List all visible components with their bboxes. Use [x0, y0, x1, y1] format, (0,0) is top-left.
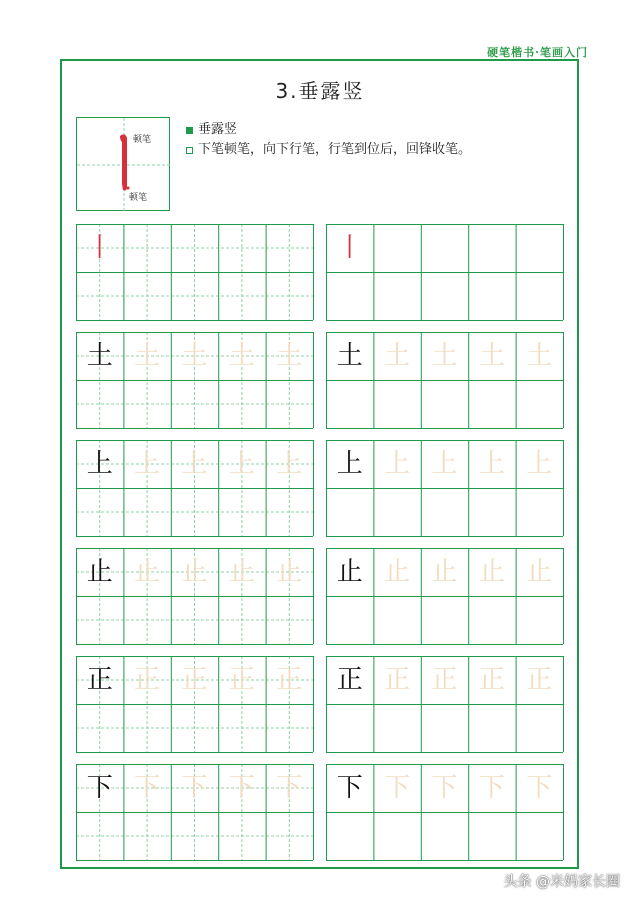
trace-character: 上: [276, 449, 303, 479]
practice-grid-block: [76, 764, 313, 860]
model-character-cell: [326, 224, 373, 272]
model-character: 丨: [336, 233, 363, 263]
model-character-cell: [326, 332, 373, 380]
model-character: 上: [86, 449, 113, 479]
model-character-cell: [76, 224, 123, 272]
trace-character-cell: [468, 440, 515, 488]
practice-grid-block: [76, 656, 313, 752]
trace-character-cell: [266, 656, 313, 704]
practice-grid-block: [326, 224, 563, 320]
trace-character: 上: [181, 449, 208, 479]
model-character-cell: [326, 656, 373, 704]
lesson-title: 3.垂露竖: [275, 79, 365, 103]
model-character: 下: [336, 773, 363, 803]
stroke-demo-guides: [77, 118, 171, 212]
trace-character: 土: [384, 341, 411, 371]
trace-character-cell: [123, 656, 170, 704]
model-character: 止: [86, 557, 113, 587]
trace-character-cell: [123, 332, 170, 380]
trace-character-cell: [123, 440, 170, 488]
stroke-demo-box: [76, 117, 170, 211]
trace-character-cell: [123, 764, 170, 812]
stroke-name: 垂露竖: [198, 122, 238, 137]
annotation-bottom: 顿笔: [129, 193, 148, 203]
filled-square-icon: [186, 127, 193, 134]
trace-character: 上: [431, 449, 458, 479]
trace-character-cell: [516, 440, 563, 488]
practice-grid-block: [326, 656, 563, 752]
empty-square-icon: [186, 147, 193, 154]
trace-character-cell: [421, 764, 468, 812]
trace-character: 止: [384, 557, 411, 587]
model-character: 正: [336, 665, 363, 695]
trace-character: 正: [276, 665, 303, 695]
trace-character-cell: [516, 656, 563, 704]
trace-character: 下: [134, 773, 161, 803]
trace-character: 正: [181, 665, 208, 695]
trace-character: 土: [134, 341, 161, 371]
practice-grid-block: [76, 224, 313, 320]
trace-character: 上: [384, 449, 411, 479]
model-character: 土: [336, 341, 363, 371]
trace-character: 下: [478, 773, 505, 803]
stroke-instruction: 下笔顿笔，向下行笔，行笔到位后，回锋收笔。: [198, 142, 472, 157]
trace-character-cell: [373, 548, 420, 596]
model-character-cell: [76, 764, 123, 812]
trace-character-cell: [468, 548, 515, 596]
model-character: 丨: [86, 233, 113, 263]
trace-character-cell: [266, 440, 313, 488]
trace-character-cell: [373, 440, 420, 488]
practice-grid-block: [326, 764, 563, 860]
trace-character-cell: [373, 332, 420, 380]
trace-character: 下: [228, 773, 255, 803]
trace-character: 止: [478, 557, 505, 587]
trace-character-cell: [171, 656, 218, 704]
trace-character-cell: [218, 332, 265, 380]
trace-character: 正: [384, 665, 411, 695]
trace-character: 止: [526, 557, 553, 587]
trace-character: 正: [526, 665, 553, 695]
trace-character: 土: [276, 341, 303, 371]
trace-character-cell: [468, 332, 515, 380]
model-character-cell: [76, 548, 123, 596]
trace-character: 上: [228, 449, 255, 479]
trace-character: 下: [384, 773, 411, 803]
trace-character: 止: [228, 557, 255, 587]
trace-character-cell: [516, 332, 563, 380]
model-character-cell: [326, 764, 373, 812]
trace-character-cell: [171, 764, 218, 812]
practice-grid-block: [76, 548, 313, 644]
trace-character-cell: [171, 332, 218, 380]
trace-character: 土: [526, 341, 553, 371]
trace-character-cell: [218, 440, 265, 488]
trace-character: 土: [181, 341, 208, 371]
model-character-cell: [326, 548, 373, 596]
trace-character: 土: [431, 341, 458, 371]
watermark: 头条 @米妈家长圈: [503, 874, 620, 890]
trace-character: 正: [134, 665, 161, 695]
trace-character: 上: [134, 449, 161, 479]
trace-character-cell: [218, 764, 265, 812]
trace-character-cell: [373, 764, 420, 812]
trace-character-cell: [218, 548, 265, 596]
trace-character-cell: [266, 548, 313, 596]
model-character: 土: [86, 341, 113, 371]
stroke-legend: [186, 120, 471, 160]
trace-character: 止: [134, 557, 161, 587]
trace-character-cell: [421, 332, 468, 380]
model-character-cell: [76, 440, 123, 488]
practice-grid-block: [326, 548, 563, 644]
trace-character: 下: [526, 773, 553, 803]
practice-grid-block: [76, 440, 313, 536]
trace-character: 止: [276, 557, 303, 587]
trace-character-cell: [218, 656, 265, 704]
trace-character-cell: [468, 764, 515, 812]
trace-character: 下: [276, 773, 303, 803]
trace-character: 土: [478, 341, 505, 371]
trace-character: 止: [431, 557, 458, 587]
trace-character: 正: [228, 665, 255, 695]
trace-character-cell: [516, 548, 563, 596]
brand-label: 硬笔楷书·笔画入门: [487, 46, 588, 59]
trace-character-cell: [266, 332, 313, 380]
model-character: 正: [86, 665, 113, 695]
vertical-stroke-icon: [120, 134, 127, 190]
model-character-cell: [326, 440, 373, 488]
trace-character: 正: [478, 665, 505, 695]
trace-character: 上: [526, 449, 553, 479]
trace-character-cell: [171, 548, 218, 596]
trace-character-cell: [516, 764, 563, 812]
practice-grid-block: [326, 440, 563, 536]
model-character: 止: [336, 557, 363, 587]
model-character: 上: [336, 449, 363, 479]
trace-character: 止: [181, 557, 208, 587]
trace-character-cell: [171, 440, 218, 488]
model-character-cell: [76, 656, 123, 704]
trace-character: 土: [228, 341, 255, 371]
trace-character-cell: [421, 548, 468, 596]
practice-grid-block: [76, 332, 313, 428]
model-character: 下: [86, 773, 113, 803]
trace-character: 下: [181, 773, 208, 803]
annotation-top: 顿笔: [133, 135, 152, 145]
trace-character-cell: [373, 656, 420, 704]
trace-character: 正: [431, 665, 458, 695]
trace-character-cell: [266, 764, 313, 812]
practice-grid-block: [326, 332, 563, 428]
trace-character-cell: [468, 656, 515, 704]
trace-character-cell: [421, 440, 468, 488]
model-character-cell: [76, 332, 123, 380]
trace-character-cell: [421, 656, 468, 704]
trace-character: 上: [478, 449, 505, 479]
trace-character: 下: [431, 773, 458, 803]
trace-character-cell: [123, 548, 170, 596]
